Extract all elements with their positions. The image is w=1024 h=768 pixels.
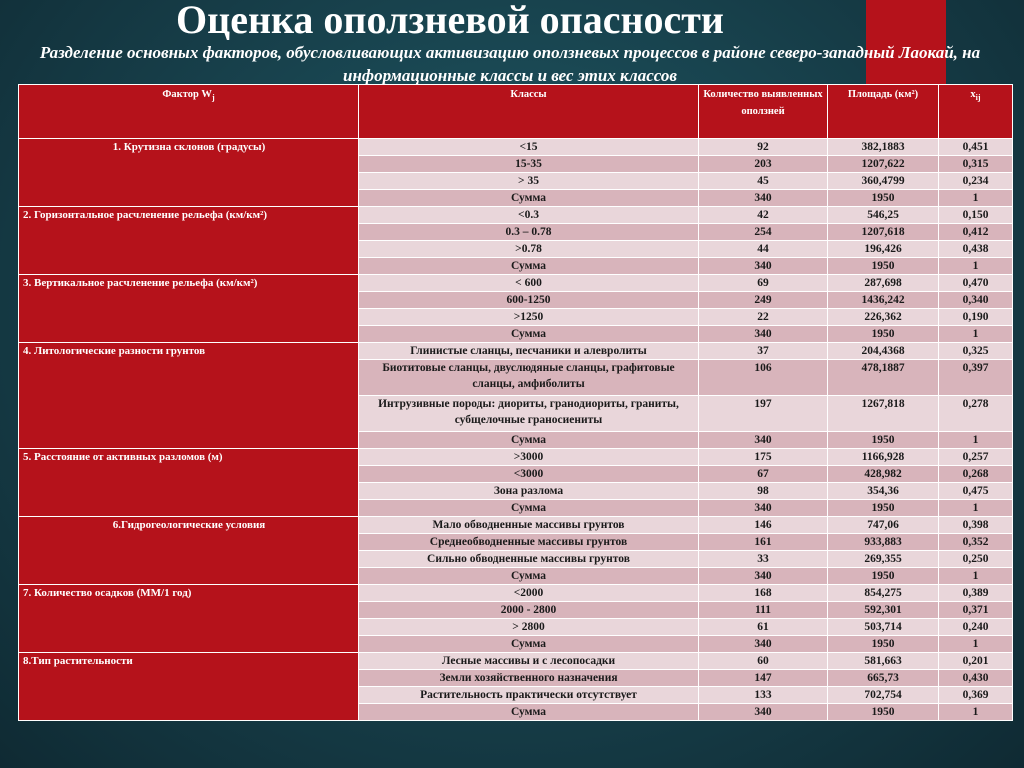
weight-cell: 0,190	[939, 309, 1013, 326]
col-header-factor: Фактор $W_j$	[19, 85, 359, 139]
weight-cell: 0,352	[939, 534, 1013, 551]
factor-cell: 2. Горизонтальное расчленение рельефа (км/км²)	[19, 207, 359, 275]
count-cell: 22	[699, 309, 828, 326]
weight-cell: 0,398	[939, 517, 1013, 534]
class-cell: 15-35	[359, 156, 699, 173]
class-cell: <0.3	[359, 207, 699, 224]
class-cell: Сумма	[359, 636, 699, 653]
area-cell: 1950	[828, 568, 939, 585]
count-cell: 92	[699, 139, 828, 156]
factor-cell: 7. Количество осадков (ММ/1 год)	[19, 585, 359, 653]
class-cell: 0.3 – 0.78	[359, 224, 699, 241]
count-cell: 146	[699, 517, 828, 534]
table-row	[19, 207, 1013, 224]
class-cell: Земли хозяйственного назначения	[359, 670, 699, 687]
weight-cell: 0,278	[939, 396, 1013, 432]
class-cell: 2000 - 2800	[359, 602, 699, 619]
area-cell: 428,982	[828, 466, 939, 483]
weight-cell: 1	[939, 326, 1013, 343]
count-cell: 161	[699, 534, 828, 551]
area-cell: 478,1887	[828, 360, 939, 396]
factor-cell: 6.Гидрогеологические условия	[19, 517, 359, 585]
count-cell: 147	[699, 670, 828, 687]
count-cell: 254	[699, 224, 828, 241]
factor-cell: 5. Расстояние от активных разломов (м)	[19, 449, 359, 517]
class-cell: Сумма	[359, 704, 699, 721]
table-row	[19, 449, 1013, 466]
weight-cell: 0,268	[939, 466, 1013, 483]
weight-cell: 1	[939, 704, 1013, 721]
count-cell: 340	[699, 326, 828, 343]
factor-cell: 3. Вертикальное расчленение рельефа (км/км²)	[19, 275, 359, 343]
count-cell: 133	[699, 687, 828, 704]
area-cell: 196,426	[828, 241, 939, 258]
count-cell: 340	[699, 258, 828, 275]
area-cell: 665,73	[828, 670, 939, 687]
class-cell: <15	[359, 139, 699, 156]
weight-cell: 0,315	[939, 156, 1013, 173]
area-cell: 1207,618	[828, 224, 939, 241]
weight-cell: 1	[939, 432, 1013, 449]
class-cell: Зона разлома	[359, 483, 699, 500]
class-cell: >1250	[359, 309, 699, 326]
class-cell: <3000	[359, 466, 699, 483]
class-cell: < 600	[359, 275, 699, 292]
table-row	[19, 343, 1013, 360]
count-cell: 203	[699, 156, 828, 173]
class-cell: Растительность практически отсутствует	[359, 687, 699, 704]
area-cell: 546,25	[828, 207, 939, 224]
class-cell: Глинистые сланцы, песчаники и алевролиты	[359, 343, 699, 360]
area-cell: 204,4368	[828, 343, 939, 360]
area-cell: 287,698	[828, 275, 939, 292]
area-cell: 1207,622	[828, 156, 939, 173]
count-cell: 340	[699, 636, 828, 653]
table-row	[19, 275, 1013, 292]
table-row	[19, 139, 1013, 156]
factor-cell: 1. Крутизна склонов (градусы)	[19, 139, 359, 207]
weight-cell: 0,451	[939, 139, 1013, 156]
col-header-x: $x_{ij}$	[939, 85, 1013, 139]
slide-subtitle: Разделение основных факторов, обусловливающих активизацию оползневых процессов в районе северо-западный Лаокай, на информационные классы и вес этих классов	[39, 43, 981, 85]
weight-cell: 0,371	[939, 602, 1013, 619]
area-cell: 854,275	[828, 585, 939, 602]
count-cell: 175	[699, 449, 828, 466]
class-cell: Биотитовые сланцы, двуслюдяные сланцы, графитовые сланцы, амфиболиты	[359, 360, 699, 396]
count-cell: 45	[699, 173, 828, 190]
weight-cell: 0,430	[939, 670, 1013, 687]
class-cell: Сумма	[359, 326, 699, 343]
class-cell: >0.78	[359, 241, 699, 258]
table-row	[19, 653, 1013, 670]
table-header-row	[19, 85, 1013, 139]
class-cell: Сумма	[359, 568, 699, 585]
class-cell: Сумма	[359, 432, 699, 449]
count-cell: 33	[699, 551, 828, 568]
area-cell: 1950	[828, 432, 939, 449]
count-cell: 340	[699, 568, 828, 585]
area-cell: 1950	[828, 636, 939, 653]
weight-cell: 0,470	[939, 275, 1013, 292]
count-cell: 44	[699, 241, 828, 258]
count-cell: 61	[699, 619, 828, 636]
weight-cell: 0,389	[939, 585, 1013, 602]
class-cell: >3000	[359, 449, 699, 466]
weight-cell: 0,369	[939, 687, 1013, 704]
col-header-classes: Классы	[359, 85, 699, 139]
weight-cell: 0,475	[939, 483, 1013, 500]
count-cell: 111	[699, 602, 828, 619]
weight-cell: 0,438	[939, 241, 1013, 258]
class-cell: Среднеобводненные массивы грунтов	[359, 534, 699, 551]
area-cell: 747,06	[828, 517, 939, 534]
weight-cell: 1	[939, 500, 1013, 517]
weight-cell: 0,250	[939, 551, 1013, 568]
table-row	[19, 517, 1013, 534]
weight-cell: 1	[939, 636, 1013, 653]
class-cell: <2000	[359, 585, 699, 602]
weight-cell: 0,150	[939, 207, 1013, 224]
weight-cell: 0,325	[939, 343, 1013, 360]
area-cell: 1436,242	[828, 292, 939, 309]
class-cell: Мало обводненные массивы грунтов	[359, 517, 699, 534]
count-cell: 42	[699, 207, 828, 224]
area-cell: 1950	[828, 500, 939, 517]
area-cell: 592,301	[828, 602, 939, 619]
class-cell: 600-1250	[359, 292, 699, 309]
table-body	[19, 139, 1013, 721]
count-cell: 106	[699, 360, 828, 396]
area-cell: 360,4799	[828, 173, 939, 190]
class-cell: Сумма	[359, 500, 699, 517]
weight-cell: 0,201	[939, 653, 1013, 670]
factor-cell: 8.Тип растительности	[19, 653, 359, 721]
area-cell: 1950	[828, 258, 939, 275]
class-cell: Лесные массивы и с лесопосадки	[359, 653, 699, 670]
factor-cell: 4. Литологические разности грунтов	[19, 343, 359, 449]
area-cell: 503,714	[828, 619, 939, 636]
class-cell: > 35	[359, 173, 699, 190]
table-row	[19, 585, 1013, 602]
count-cell: 249	[699, 292, 828, 309]
col-header-count: Количество выявленных оползней	[699, 85, 828, 139]
area-cell: 1267,818	[828, 396, 939, 432]
weight-cell: 0,257	[939, 449, 1013, 466]
class-cell: Сумма	[359, 190, 699, 207]
area-cell: 1950	[828, 326, 939, 343]
weight-cell: 1	[939, 258, 1013, 275]
area-cell: 269,355	[828, 551, 939, 568]
weight-cell: 0,240	[939, 619, 1013, 636]
weight-cell: 1	[939, 190, 1013, 207]
col-header-area: Площадь (км²)	[828, 85, 939, 139]
weight-cell: 0,412	[939, 224, 1013, 241]
count-cell: 340	[699, 432, 828, 449]
count-cell: 340	[699, 500, 828, 517]
count-cell: 168	[699, 585, 828, 602]
class-cell: Сумма	[359, 258, 699, 275]
area-cell: 1166,928	[828, 449, 939, 466]
count-cell: 37	[699, 343, 828, 360]
count-cell: 340	[699, 190, 828, 207]
count-cell: 69	[699, 275, 828, 292]
class-cell: > 2800	[359, 619, 699, 636]
class-cell: Интрузивные породы: диориты, гранодиориты, граниты, субщелочные граносиениты	[359, 396, 699, 432]
area-cell: 581,663	[828, 653, 939, 670]
area-cell: 933,883	[828, 534, 939, 551]
landslide-factors-table	[18, 84, 1013, 721]
slide-title: Оценка оползневой опасности	[176, 0, 724, 42]
area-cell: 354,36	[828, 483, 939, 500]
count-cell: 60	[699, 653, 828, 670]
area-cell: 1950	[828, 704, 939, 721]
weight-cell: 0,397	[939, 360, 1013, 396]
area-cell: 226,362	[828, 309, 939, 326]
count-cell: 197	[699, 396, 828, 432]
area-cell: 702,754	[828, 687, 939, 704]
area-cell: 382,1883	[828, 139, 939, 156]
weight-cell: 0,340	[939, 292, 1013, 309]
count-cell: 98	[699, 483, 828, 500]
area-cell: 1950	[828, 190, 939, 207]
count-cell: 340	[699, 704, 828, 721]
weight-cell: 0,234	[939, 173, 1013, 190]
weight-cell: 1	[939, 568, 1013, 585]
class-cell: Сильно обводненные массивы грунтов	[359, 551, 699, 568]
count-cell: 67	[699, 466, 828, 483]
